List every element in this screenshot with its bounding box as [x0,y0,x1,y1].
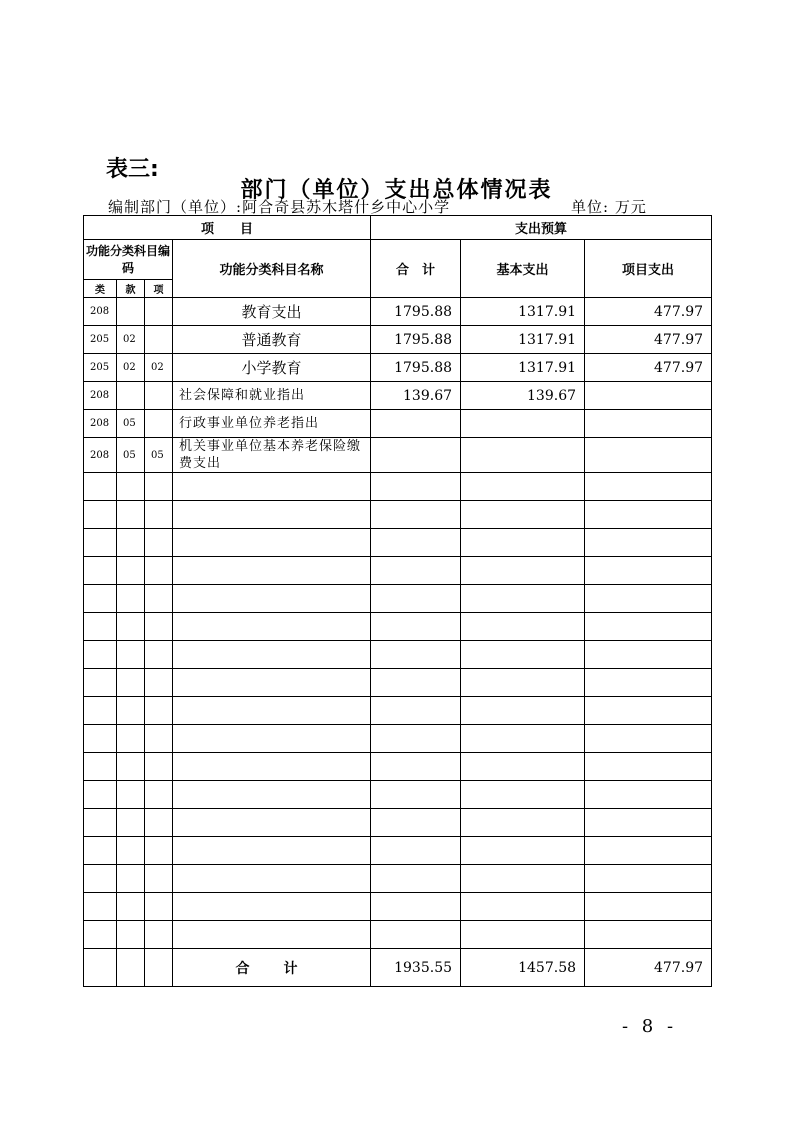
grand-total-cell: 1935.55 [371,949,461,987]
empty-row [84,613,712,641]
table-row [84,298,712,326]
empty-cell [371,473,461,501]
total-cell: 139.67 [371,382,461,410]
page-number: - 8 - [622,1016,678,1037]
header-budget: 支出预算 [371,216,712,240]
table-row [84,354,712,382]
code-kuan: 05 [117,438,145,473]
empty-cell [117,557,145,585]
header-basic: 基本支出 [461,240,585,298]
empty-cell [145,949,173,987]
empty-cell [585,529,712,557]
header-lei: 类 [84,280,117,298]
empty-cell [117,949,145,987]
empty-cell [371,501,461,529]
header-xiang: 项 [145,280,173,298]
empty-cell [585,473,712,501]
grand-project-cell: 477.97 [585,949,712,987]
empty-row [84,669,712,697]
empty-cell [461,781,585,809]
empty-cell [117,613,145,641]
code-kuan: 02 [117,354,145,382]
empty-cell [84,725,117,753]
empty-cell [117,725,145,753]
header-code-group: 功能分类科目编码 [84,240,173,280]
empty-cell [585,921,712,949]
empty-row [84,893,712,921]
empty-cell [173,921,371,949]
total-cell: 1795.88 [371,326,461,354]
empty-cell [371,585,461,613]
empty-cell [145,865,173,893]
empty-cell [371,529,461,557]
empty-cell [173,697,371,725]
empty-cell [371,669,461,697]
empty-cell [84,669,117,697]
empty-row [84,585,712,613]
empty-cell [145,641,173,669]
code-kuan [117,298,145,326]
empty-cell [145,837,173,865]
empty-cell [84,473,117,501]
empty-cell [173,893,371,921]
empty-cell [371,725,461,753]
empty-cell [585,837,712,865]
empty-cell [173,585,371,613]
empty-cell [173,753,371,781]
basic-cell [461,438,585,473]
code-lei: 208 [84,382,117,410]
code-lei: 208 [84,410,117,438]
total-cell: 1795.88 [371,298,461,326]
empty-cell [585,585,712,613]
empty-cell [371,753,461,781]
empty-cell [145,613,173,641]
empty-cell [84,837,117,865]
empty-cell [371,641,461,669]
subject-name: 教育支出 [173,298,371,326]
empty-cell [173,725,371,753]
empty-cell [145,893,173,921]
empty-cell [117,585,145,613]
code-xiang: 02 [145,354,173,382]
empty-cell [461,557,585,585]
empty-cell [84,529,117,557]
empty-cell [371,921,461,949]
empty-cell [461,501,585,529]
subject-name: 小学教育 [173,354,371,382]
empty-cell [371,557,461,585]
project-cell [585,438,712,473]
header-row-2 [84,240,712,280]
empty-cell [371,613,461,641]
org-name: 阿合奇县苏木塔什乡中心小学 [242,198,451,216]
empty-cell [117,669,145,697]
empty-cell [461,641,585,669]
empty-cell [117,473,145,501]
table-row [84,382,712,410]
empty-cell [84,893,117,921]
empty-cell [117,921,145,949]
empty-cell [145,501,173,529]
subject-name: 普通教育 [173,326,371,354]
table-label: 表三: [106,157,159,182]
code-kuan: 02 [117,326,145,354]
empty-cell [461,809,585,837]
empty-row [84,529,712,557]
empty-cell [585,781,712,809]
empty-cell [585,893,712,921]
empty-cell [173,641,371,669]
code-kuan: 05 [117,410,145,438]
empty-cell [84,865,117,893]
empty-cell [145,557,173,585]
empty-cell [371,697,461,725]
empty-cell [461,585,585,613]
empty-cell [84,585,117,613]
code-lei: 208 [84,438,117,473]
empty-cell [371,809,461,837]
basic-cell: 1317.91 [461,326,585,354]
empty-cell [371,837,461,865]
empty-row [84,921,712,949]
empty-cell [371,865,461,893]
header-project-expense: 项目支出 [585,240,712,298]
document-title: 部门（单位）支出总体情况表 [240,178,553,203]
total-row [84,949,712,987]
empty-row [84,865,712,893]
empty-cell [84,753,117,781]
basic-cell: 1317.91 [461,354,585,382]
empty-cell [173,837,371,865]
code-lei: 205 [84,354,117,382]
basic-cell [461,410,585,438]
org-label: 编制部门（单位）: [108,198,243,216]
empty-cell [117,501,145,529]
empty-cell [173,809,371,837]
empty-cell [585,809,712,837]
empty-cell [173,613,371,641]
empty-cell [585,725,712,753]
org-line [108,196,450,217]
code-xiang [145,326,173,354]
empty-cell [461,893,585,921]
header-project: 项 目 [84,216,371,240]
empty-cell [84,781,117,809]
table-row [84,326,712,354]
empty-cell [84,613,117,641]
empty-cell [84,809,117,837]
empty-cell [585,613,712,641]
empty-cell [84,697,117,725]
empty-cell [585,669,712,697]
empty-cell [145,809,173,837]
total-cell: 1795.88 [371,354,461,382]
header-kuan: 款 [117,280,145,298]
empty-row [84,809,712,837]
empty-cell [585,641,712,669]
project-cell: 477.97 [585,354,712,382]
empty-cell [585,557,712,585]
subject-name: 社会保障和就业指出 [173,382,371,410]
empty-cell [173,669,371,697]
empty-cell [461,669,585,697]
project-cell: 477.97 [585,326,712,354]
empty-cell [117,809,145,837]
subject-name: 行政事业单位养老指出 [173,410,371,438]
empty-cell [145,669,173,697]
code-xiang [145,410,173,438]
header-subject-name: 功能分类科目名称 [173,240,371,298]
empty-cell [145,725,173,753]
empty-cell [145,697,173,725]
empty-row [84,697,712,725]
empty-row [84,641,712,669]
empty-row [84,501,712,529]
code-lei: 205 [84,326,117,354]
table-row [84,438,712,473]
header-row-1 [84,216,712,240]
empty-cell [173,781,371,809]
grand-basic-cell: 1457.58 [461,949,585,987]
empty-cell [371,893,461,921]
empty-cell [117,641,145,669]
empty-cell [117,753,145,781]
empty-cell [461,865,585,893]
empty-row [84,781,712,809]
basic-cell: 1317.91 [461,298,585,326]
header-total: 合 计 [371,240,461,298]
empty-cell [117,697,145,725]
unit-label: 单位: 万元 [571,198,647,216]
code-xiang: 05 [145,438,173,473]
empty-row [84,753,712,781]
empty-cell [173,473,371,501]
empty-cell [461,613,585,641]
empty-cell [145,921,173,949]
empty-cell [84,921,117,949]
code-lei: 208 [84,298,117,326]
empty-cell [461,529,585,557]
empty-cell [585,697,712,725]
empty-cell [585,501,712,529]
basic-cell: 139.67 [461,382,585,410]
empty-cell [461,921,585,949]
empty-cell [145,585,173,613]
code-xiang [145,298,173,326]
empty-row [84,725,712,753]
total-cell [371,438,461,473]
code-kuan [117,382,145,410]
empty-cell [84,949,117,987]
total-cell [371,410,461,438]
empty-row [84,557,712,585]
empty-cell [117,781,145,809]
total-label: 合 计 [173,949,371,987]
empty-cell [461,837,585,865]
empty-cell [173,557,371,585]
empty-cell [173,529,371,557]
empty-cell [145,753,173,781]
empty-cell [173,501,371,529]
empty-cell [461,725,585,753]
empty-cell [585,753,712,781]
empty-cell [173,865,371,893]
empty-cell [461,473,585,501]
empty-cell [117,893,145,921]
empty-cell [585,865,712,893]
table-row [84,410,712,438]
empty-cell [145,781,173,809]
expenditure-table [83,215,712,987]
subject-name: 机关事业单位基本养老保险缴费支出 [173,438,371,473]
code-xiang [145,382,173,410]
empty-cell [461,753,585,781]
empty-row [84,473,712,501]
project-cell: 477.97 [585,298,712,326]
empty-row [84,837,712,865]
empty-cell [461,697,585,725]
project-cell [585,410,712,438]
empty-cell [84,641,117,669]
empty-cell [371,781,461,809]
empty-cell [84,557,117,585]
empty-cell [84,501,117,529]
empty-cell [117,837,145,865]
empty-cell [117,529,145,557]
empty-cell [145,529,173,557]
project-cell [585,382,712,410]
empty-cell [117,865,145,893]
empty-cell [145,473,173,501]
